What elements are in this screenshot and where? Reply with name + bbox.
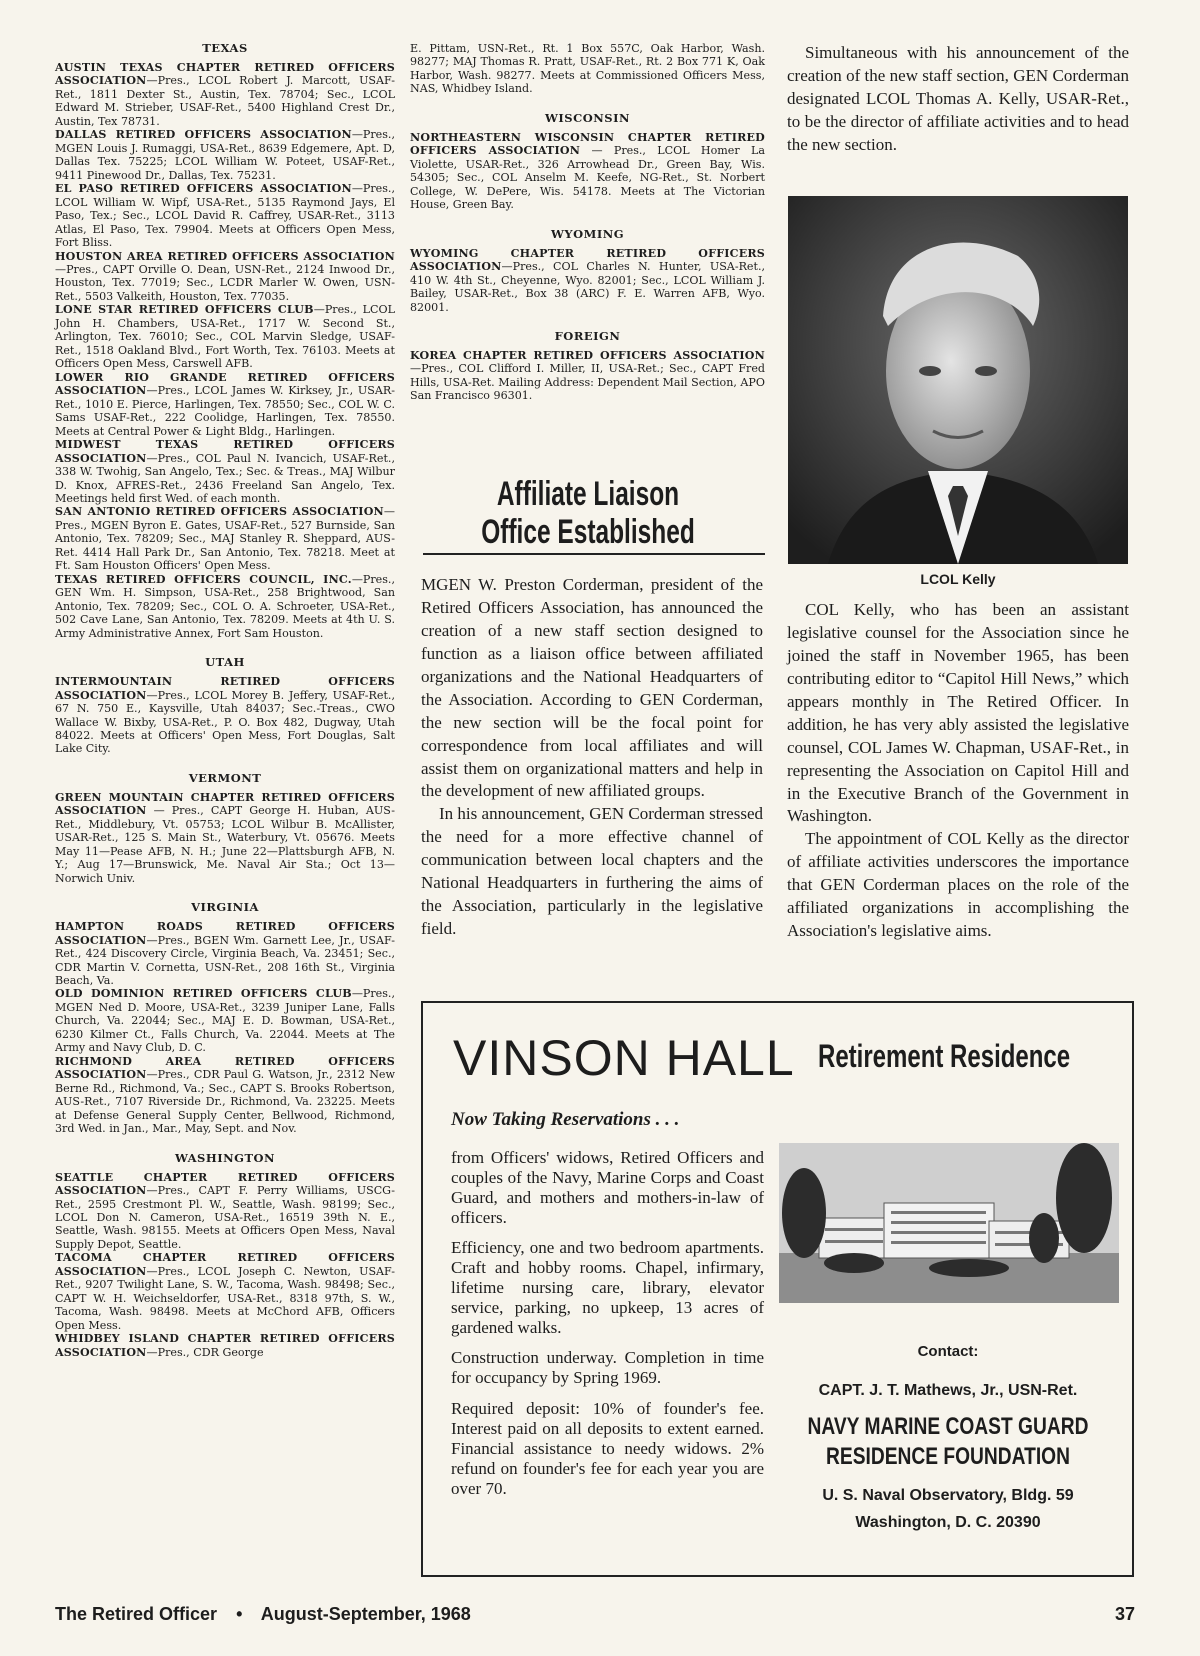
directory-column-2 — [410, 42, 765, 403]
state-heading: TEXAS — [202, 41, 248, 55]
directory-entry: OLD DOMINION RETIRED OFFICERS CLUB—Pres., MGEN Ned D. Moore, USA-Ret., 3239 Juniper Lane, Falls Church, Va. 22044; Sec., MAJ E. D. Bowman, USA-Ret., 6230 Kilmer Ct., Falls Church, Va. 22044. Meets at The Army and Navy Club, D. C. — [55, 987, 395, 1055]
directory-entry: NORTHEASTERN WISCONSIN CHAPTER RETIRED OFFICERS ASSOCIATION — Pres., LCOL Homer La Violette, USAR-Ret., 326 Arrowhead Dr., Green Bay, Wis. 54305; Sec., COL Anselm M. Keefe, NG-Ret., St. Norbert College, W. DePere, Wis. 54178. Meets at The Victorian House, Green Bay. — [410, 130, 765, 212]
article-paragraph: The appointment of COL Kelly as the director of affiliate activities underscores the importance that GEN Corderman places on the role of the affiliated organizations in accomplishing the Association's legislative aims. — [787, 829, 1129, 941]
contact-address — [763, 1482, 1133, 1536]
directory-entry: EL PASO RETIRED OFFICERS ASSOCIATION—Pres., LCOL William W. Wipf, USA-Ret., 5135 Raymond Jays, El Paso, Tex.; Sec., LCOL David R. Caffrey, USAR-Ret., 3113 Atlas, El Paso, Tex. 79904. Meets at Officers Open Mess, Fort Bliss. — [55, 182, 395, 250]
directory-entry: INTERMOUNTAIN RETIRED OFFICERS ASSOCIATION—Pres., LCOL Morey B. Jeffery, USAF-Ret., 67 N. 750 E., Kaysville, Utah 84037; Sec.-Treas., CWO Wallace W. Bixby, USA-Ret., P. O. Box 482, Dugway, Utah 84022. Meets at Officers' Open Mess, Fort Douglas, Salt Lake City. — [55, 675, 395, 756]
directory-entry: DALLAS RETIRED OFFICERS ASSOCIATION—Pres., MGEN Louis J. Rumaggi, USA-Ret., 8639 Edgemere, Apt. D, Dallas Tex. 75225; LCOL William W. Poteet, USAF-Ret., 9411 Pinewood Dr., Dallas, Tex. 75231. — [55, 128, 395, 182]
state-foreign — [410, 330, 765, 403]
state-wisconsin — [410, 112, 765, 212]
ad-paragraph: Construction underway. Completion in time for occupancy by Spring 1969. — [451, 1348, 764, 1388]
directory-entry: TEXAS RETIRED OFFICERS COUNCIL, INC.—Pres., GEN Wm. H. Simpson, USA-Ret., 258 Brightwood, San Antonio, Tex. 78209; Sec., COL O. A. Schroeter, USA-Ret., 502 Cave Lane, San Antonio, Tex. 78209. Meets at 4th U. S. Army Administrative Annex, Fort Sam Houston. — [55, 572, 395, 640]
state-heading: VERMONT — [188, 770, 262, 785]
state-heading: VIRGINIA — [191, 900, 259, 915]
building-illustration — [779, 1143, 1119, 1303]
publication-name: The Retired Officer — [55, 1604, 218, 1624]
state-washington — [55, 1152, 395, 1360]
article-headline — [469, 475, 707, 552]
headline-divider — [423, 553, 765, 555]
article-column-3-bottom — [787, 599, 1129, 943]
footer-separator: • — [236, 1604, 243, 1624]
issue-date: August-September, 1968 — [260, 1604, 471, 1624]
contact-name: CAPT. J. T. Mathews, Jr., USN-Ret. — [818, 1382, 1078, 1399]
page-number: 37 — [1114, 1604, 1135, 1624]
directory-entry: E. Pittam, USN-Ret., Rt. 1 Box 557C, Oak Harbor, Wash. 98277; MAJ Thomas R. Pratt, USAF-Ret., Rt. 2 Box 771 K, Oak Harbor, Wash. 98277. Meets at Commissioned Officers Mess, NAS, Whidbey Island. — [410, 42, 765, 96]
address-line-2: Washington, D. C. 20390 — [855, 1514, 1041, 1532]
ad-body — [451, 1148, 764, 1509]
state-heading: WISCONSIN — [545, 110, 630, 125]
state-heading: FOREIGN — [554, 328, 621, 343]
state-vermont — [55, 772, 395, 885]
directory-entry: RICHMOND AREA RETIRED OFFICERS ASSOCIATION—Pres., CDR Paul G. Watson, Jr., 2312 New Berne Rd., Richmond, Va.; Sec., CAPT S. Brooks Robertson, AUS-Ret., 7107 Riverside Dr., Richmond, Va. 23225. Meets at Defense General Supply Center, Bellwood, Richmond, 3rd Wed. in Jan., Mar., May, Sept. and Nov. — [55, 1054, 395, 1136]
article-paragraph: MGEN W. Preston Corderman, president of the Retired Officers Association, has announced the creation of a new staff section designed to function as a liaison office between affiliated organizations and the National Headquarters of the Association. According to GEN Corderman, the new section will be the focal point for correspondence from local affiliates and will assist them on organizational matters and help in the development of new affiliated groups. — [421, 575, 763, 801]
page-footer — [55, 1604, 1135, 1625]
portrait-photo — [788, 196, 1128, 564]
directory-entry: KOREA CHAPTER RETIRED OFFICERS ASSOCIATION—Pres., COL Clifford I. Miller, II, USA-Ret.; Sec., CAPT Fred Hills, USA-Ret. Mailing Address: Dependent Mail Section, APO San Francisco 96301. — [410, 348, 765, 403]
vinson-hall-advertisement — [421, 1001, 1134, 1577]
state-heading: WASHINGTON — [174, 1150, 276, 1165]
portrait-illustration — [788, 196, 1128, 564]
ad-paragraph: Efficiency, one and two bedroom apartments. Craft and hobby rooms. Chapel, infirmary, lifetime nursing care, library, elevator service, parking, no upkeep, 13 acres of gardened walks. — [451, 1238, 764, 1338]
organization-line-1: NAVY MARINE COAST GUARD — [807, 1413, 1089, 1440]
article-column-3-top — [787, 42, 1129, 157]
organization-name — [800, 1412, 1096, 1472]
photo-caption: LCOL Kelly — [920, 571, 996, 587]
contact-label: Contact: — [917, 1343, 979, 1360]
state-heading: UTAH — [205, 655, 245, 670]
headline-line-2: Office Established — [481, 513, 695, 552]
article-paragraph: In his announcement, GEN Corderman stressed the need for a more effective channel of communication between local chapters and the National Headquarters in furthering the aims of the Association, particularly in the legislative field. — [421, 804, 763, 939]
ad-paragraph: Required deposit: 10% of founder's fee. Interest paid on all deposits to extent earned. Financial assistance to needy widows. 2% refund on founder's fee for each year you are over 70. — [451, 1398, 764, 1498]
article-paragraph: Simultaneous with his announcement of the creation of the new staff section, GEN Corderman designated LCOL Thomas A. Kelly, USAR-Ret., to be the director of affiliate activities and to head the new section. — [787, 43, 1129, 154]
directory-column-1 — [55, 42, 395, 1359]
directory-entry: SAN ANTONIO RETIRED OFFICERS ASSOCIATION—Pres., MGEN Byron E. Gates, USAF-Ret., 527 Burnside, San Antonio, Tex. 78209; Sec., MAJ Stanley R. Sheppard, AUS-Ret. 4414 Hall Park Dr., San Antonio, Tex. 78218. Meet at Ft. Sam Houston Officers' Open Mess. — [55, 505, 395, 573]
state-texas — [55, 42, 395, 640]
directory-entry: LOWER RIO GRANDE RETIRED OFFICERS ASSOCIATION—Pres., LCOL James W. Kirksey, Jr., USAR-Ret., 1010 E. Pierce, Harlingen, Tex. 78550; Sec., COL W. C. Sams USAF-Ret., 222 Coolidge, Harlingen, Tex. 78550. Meets at Central Power & Light Bldg., Harlingen. — [55, 370, 395, 438]
article-paragraph: COL Kelly, who has been an assistant legislative counsel for the Association since he joined the staff in November 1965, has been contributing editor to “Capitol Hill News,” which appears monthly in The Retired Officer. In addition, he has very ably assisted the legislative counsel, COL James W. Chapman, USAF-Ret., in representing the Association on Capitol Hill and in the Executive Branch of the Government in Washington. — [787, 600, 1129, 826]
building-photo — [779, 1143, 1119, 1303]
ad-paragraph: from Officers' widows, Retired Officers and couples of the Navy, Marine Corps and Coast Guard, and mothers and mothers-in-law of officers. — [451, 1148, 764, 1228]
state-washington-continued — [410, 42, 765, 96]
state-virginia — [55, 901, 395, 1135]
state-utah — [55, 656, 395, 756]
directory-entry: HAMPTON ROADS RETIRED OFFICERS ASSOCIATION—Pres., BGEN Wm. Garnett Lee, Jr., USAF-Ret., 424 Discovery Circle, Virginia Beach, Va. 23451; Sec., CDR Martin V. Cornetta, USN-Ret., 208 16th St., Virginia Beach, Va. — [55, 920, 395, 987]
ad-tagline: Now Taking Reservations . . . — [451, 1109, 680, 1130]
ad-subtitle: Retirement Residence — [818, 1038, 1071, 1074]
organization-line-2: RESIDENCE FOUNDATION — [826, 1443, 1070, 1470]
directory-entry: SEATTLE CHAPTER RETIRED OFFICERS ASSOCIATION—Pres., CAPT F. Perry Williams, USCG-Ret., 2595 Crestmont Pl. W., Seattle, Wash. 98199; Sec., LCOL Don N. Cameron, USA-Ret., 16519 39th N. E., Seattle, Wash. 98155. Meets at Officers Open Mess, Naval Supply Depot, Seattle. — [55, 1170, 395, 1251]
headline-line-1: Affiliate Liaison — [496, 475, 680, 513]
directory-entry: WHIDBEY ISLAND CHAPTER RETIRED OFFICERS ASSOCIATION—Pres., CDR George — [55, 1332, 395, 1359]
directory-entry: TACOMA CHAPTER RETIRED OFFICERS ASSOCIATION—Pres., LCOL Joseph C. Newton, USAF-Ret., 9207 Twilight Lane, S. W., Tacoma, Wash. 98498; Sec., CAPT W. H. Weichseldorfer, USA-Ret., 8318 97th, S. W., Tacoma, Wash. 98498. Meets at McChord AFB, Officers Open Mess. — [55, 1251, 395, 1332]
directory-entry: WYOMING CHAPTER RETIRED OFFICERS ASSOCIATION—Pres., COL Charles N. Hunter, USA-Ret., 410 W. 4th St., Cheyenne, Wyo. 82001; Sec., LCOL William J. Bailey, USAR-Ret., Box 38 (ARC) F. E. Warren AFB, Wyo. 82001. — [410, 246, 765, 314]
directory-entry: GREEN MOUNTAIN CHAPTER RETIRED OFFICERS ASSOCIATION — Pres., CAPT George H. Huban, AUS-Ret., Middlebury, Vt. 05753; LCOL Wilbur B. McAllister, USAR-Ret., 125 S. Main St., Waterbury, Vt. 05676. Meets May 11—Pease AFB, N. H.; June 22—Plattsburgh AFB, N. Y.; Aug 17—Brunswick, Me. Naval Air Sta.; Oct 13—Norwich Univ. — [55, 790, 395, 885]
state-heading: WYOMING — [550, 226, 625, 241]
article-column-2 — [421, 574, 763, 941]
state-wyoming — [410, 228, 765, 314]
address-line-1: U. S. Naval Observatory, Bldg. 59 — [822, 1487, 1074, 1504]
ad-contact-block — [763, 1343, 1133, 1536]
directory-entry: HOUSTON AREA RETIRED OFFICERS ASSOCIATION—Pres., CAPT Orville O. Dean, USN-Ret., 2124 Inwood Dr., Houston, Tex. 77019; Sec., LCDR Marler W. Owen, USN-Ret., 5503 Valkeith, Houston, Tex. 77035. — [55, 249, 395, 303]
ad-title: VINSON HALL — [453, 1030, 795, 1086]
directory-entry: AUSTIN TEXAS CHAPTER RETIRED OFFICERS ASSOCIATION—Pres., LCOL Robert J. Marcott, USAF-Ret., 1811 Dexter St., Austin, Tex. 78704; Sec., LCOL Edward M. Strieber, USAF-Ret., 5400 Highland Crest Dr., Austin, Tex 78731. — [55, 60, 395, 128]
directory-entry: MIDWEST TEXAS RETIRED OFFICERS ASSOCIATION—Pres., COL Paul N. Ivancich, USAF-Ret., 338 W. Twohig, San Angelo, Tex.; Sec. & Treas., MAJ Wilbur D. Knox, AFRES-Ret., 2436 Freeland San Angelo, Tex. Meetings held first Wed. of each month. — [55, 438, 395, 505]
directory-entry: LONE STAR RETIRED OFFICERS CLUB—Pres., LCOL John H. Chambers, USA-Ret., 1717 W. Second St., Arlington, Tex. 76010; Sec., COL Marvin Sledge, USAF-Ret., 1518 Oakland Blvd., Fort Worth, Tex. 76103. Meets at Officers Open Mess, Carswell AFB. — [55, 303, 395, 371]
